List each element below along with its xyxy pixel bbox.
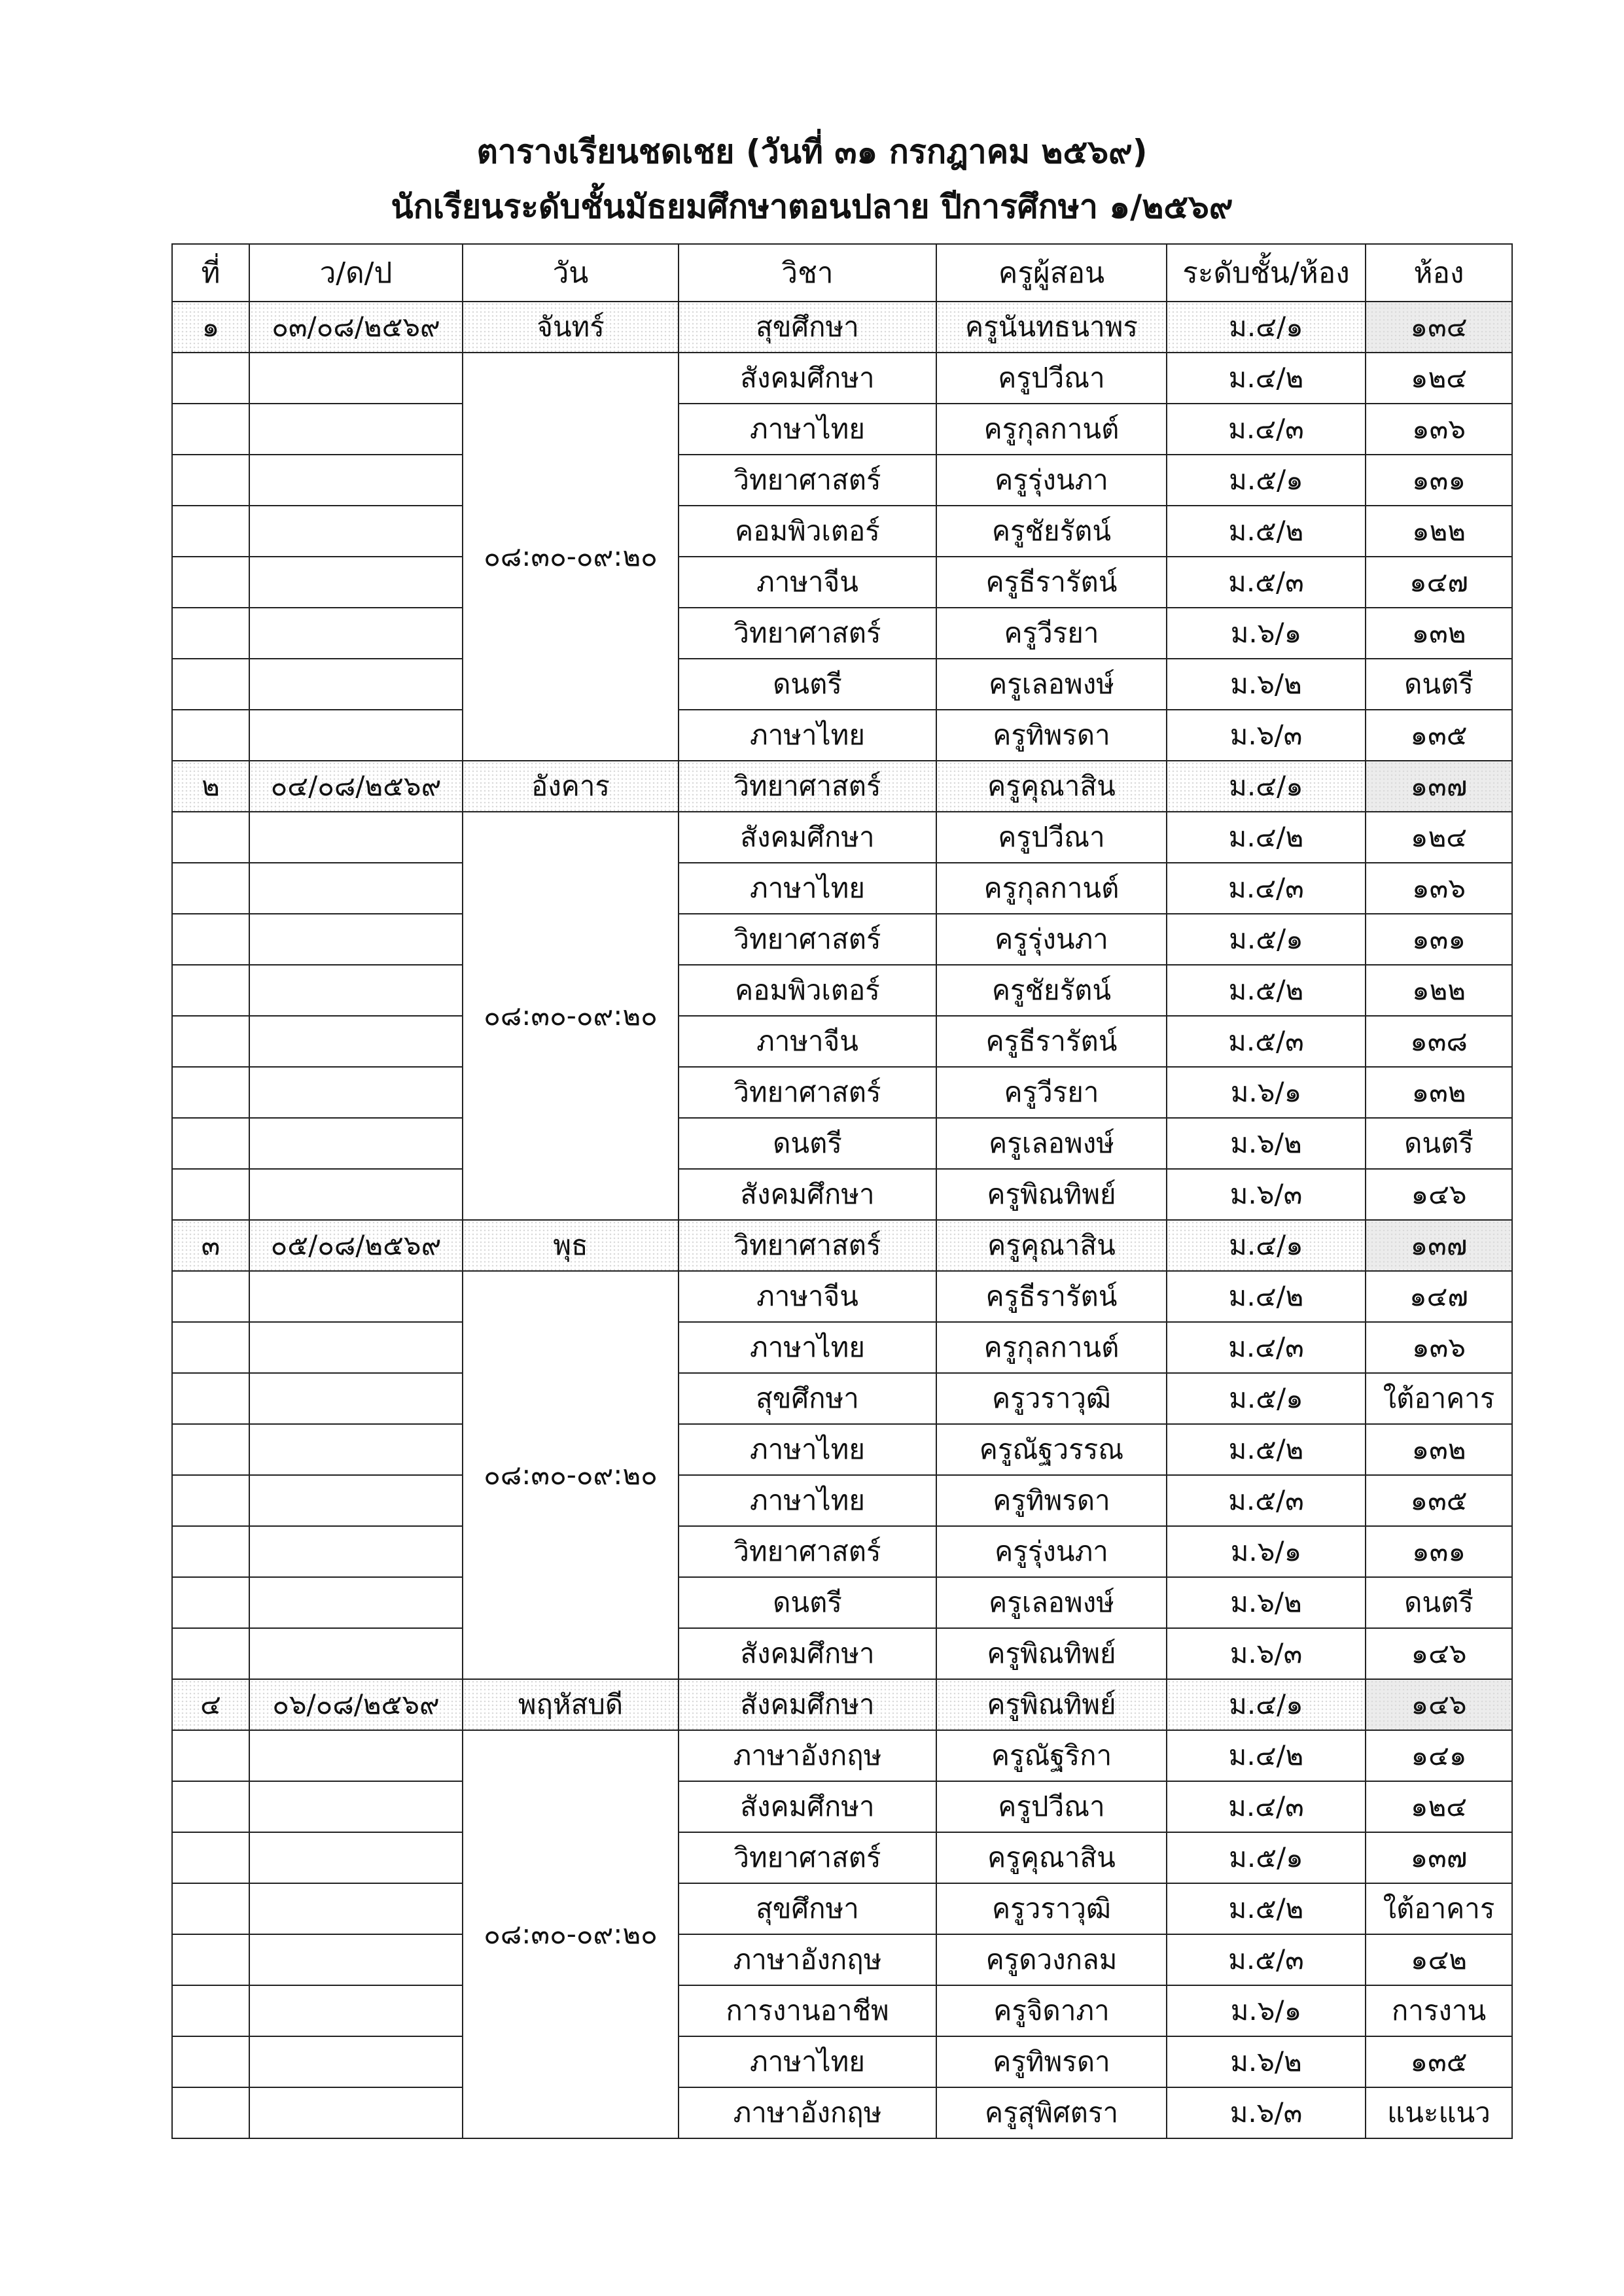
cell-no: [172, 2087, 249, 2138]
cell-teacher: ครูคุณาสิน: [936, 1220, 1167, 1271]
cell-date: [249, 1730, 463, 1781]
cell-subject: ภาษาไทย: [679, 2036, 936, 2087]
cell-level: ม.๖/๒: [1167, 2036, 1366, 2087]
table-row: [172, 1985, 1512, 2036]
cell-level: ม.๕/๓: [1167, 1016, 1366, 1067]
cell-level: ม.๖/๒: [1167, 659, 1366, 710]
cell-no: [172, 710, 249, 761]
cell-level: ม.๖/๒: [1167, 1118, 1366, 1169]
table-row: [172, 761, 1512, 812]
cell-subject: ภาษาจีน: [679, 557, 936, 608]
table-row: [172, 1424, 1512, 1475]
cell-no: [172, 404, 249, 455]
cell-time: ๐๘:๓๐-๐๙:๒๐: [463, 1271, 679, 1679]
cell-level: ม.๔/๒: [1167, 1271, 1366, 1322]
cell-date: [249, 1271, 463, 1322]
cell-teacher: ครูเลอพงษ์: [936, 659, 1167, 710]
cell-no: [172, 1832, 249, 1883]
cell-no: [172, 1883, 249, 1934]
cell-room: ๑๔๖: [1366, 1628, 1512, 1679]
cell-level: ม.๕/๓: [1167, 1475, 1366, 1526]
table-row: [172, 1220, 1512, 1271]
cell-teacher: ครูธีรารัตน์: [936, 1016, 1167, 1067]
cell-teacher: ครูพิณทิพย์: [936, 1169, 1167, 1220]
cell-teacher: ครูคุณาสิน: [936, 1832, 1167, 1883]
cell-level: ม.๕/๑: [1167, 1832, 1366, 1883]
cell-teacher: ครูเลอพงษ์: [936, 1577, 1167, 1628]
cell-teacher: ครูพิณทิพย์: [936, 1679, 1167, 1730]
cell-subject: วิทยาศาสตร์: [679, 1526, 936, 1577]
cell-no: [172, 1067, 249, 1118]
cell-date: [249, 1628, 463, 1679]
cell-level: ม.๔/๓: [1167, 1322, 1366, 1373]
cell-room: ๑๓๖: [1366, 1322, 1512, 1373]
cell-teacher: ครูปวีณา: [936, 1781, 1167, 1832]
col-header-date: ว/ด/ป: [249, 244, 463, 302]
cell-no: [172, 1526, 249, 1577]
cell-date: [249, 1424, 463, 1475]
cell-room: ๑๒๒: [1366, 506, 1512, 557]
cell-subject: ภาษาอังกฤษ: [679, 1730, 936, 1781]
cell-no: [172, 608, 249, 659]
cell-no: [172, 557, 249, 608]
cell-no: ๒: [172, 761, 249, 812]
cell-subject: ภาษาไทย: [679, 710, 936, 761]
cell-teacher: ครูทิพรดา: [936, 2036, 1167, 2087]
cell-subject: ภาษาจีน: [679, 1016, 936, 1067]
cell-room: ดนตรี: [1366, 1118, 1512, 1169]
cell-level: ม.๖/๑: [1167, 608, 1366, 659]
cell-date: [249, 914, 463, 965]
cell-no: [172, 2036, 249, 2087]
cell-teacher: ครูสุพิศตรา: [936, 2087, 1167, 2138]
cell-level: ม.๖/๑: [1167, 1985, 1366, 2036]
cell-no: [172, 1475, 249, 1526]
table-row: [172, 2036, 1512, 2087]
cell-no: [172, 1322, 249, 1373]
table-row: [172, 1577, 1512, 1628]
cell-teacher: ครูณัฐวรรณ: [936, 1424, 1167, 1475]
cell-date: [249, 1526, 463, 1577]
cell-no: [172, 965, 249, 1016]
cell-room: ดนตรี: [1366, 659, 1512, 710]
col-header-no: ที่: [172, 244, 249, 302]
cell-day: พุธ: [463, 1220, 679, 1271]
cell-subject: วิทยาศาสตร์: [679, 455, 936, 506]
cell-room: ๑๓๔: [1366, 302, 1512, 353]
cell-teacher: ครูคุณาสิน: [936, 761, 1167, 812]
cell-teacher: ครูวีรยา: [936, 608, 1167, 659]
cell-no: [172, 1271, 249, 1322]
col-header-subject: วิชา: [679, 244, 936, 302]
table-row: [172, 1475, 1512, 1526]
cell-room: ๑๒๒: [1366, 965, 1512, 1016]
cell-level: ม.๔/๑: [1167, 1220, 1366, 1271]
cell-date: [249, 1577, 463, 1628]
cell-subject: วิทยาศาสตร์: [679, 1832, 936, 1883]
cell-subject: สุขศึกษา: [679, 1373, 936, 1424]
cell-teacher: ครูทิพรดา: [936, 710, 1167, 761]
cell-subject: สุขศึกษา: [679, 1883, 936, 1934]
cell-room: ๑๓๕: [1366, 710, 1512, 761]
cell-level: ม.๔/๒: [1167, 1730, 1366, 1781]
cell-date: [249, 1883, 463, 1934]
cell-subject: สังคมศึกษา: [679, 1781, 936, 1832]
table-row: [172, 1322, 1512, 1373]
cell-date: [249, 1832, 463, 1883]
cell-teacher: ครูรุ่งนภา: [936, 914, 1167, 965]
cell-subject: ดนตรี: [679, 659, 936, 710]
cell-date: [249, 2036, 463, 2087]
cell-subject: ภาษาอังกฤษ: [679, 1934, 936, 1985]
table-row: [172, 812, 1512, 863]
cell-date: ๐๕/๐๘/๒๕๖๙: [249, 1220, 463, 1271]
cell-no: [172, 506, 249, 557]
cell-level: ม.๔/๓: [1167, 863, 1366, 914]
cell-room: ๑๔๒: [1366, 1934, 1512, 1985]
cell-teacher: ครูกุลกานต์: [936, 1322, 1167, 1373]
cell-date: [249, 1169, 463, 1220]
cell-subject: สุขศึกษา: [679, 302, 936, 353]
cell-date: ๐๓/๐๘/๒๕๖๙: [249, 302, 463, 353]
cell-room: ๑๓๗: [1366, 761, 1512, 812]
cell-no: [172, 353, 249, 404]
cell-room: ๑๓๑: [1366, 455, 1512, 506]
cell-level: ม.๖/๑: [1167, 1526, 1366, 1577]
table-row: [172, 1628, 1512, 1679]
cell-subject: ภาษาอังกฤษ: [679, 2087, 936, 2138]
cell-date: [249, 1016, 463, 1067]
cell-subject: ภาษาไทย: [679, 404, 936, 455]
cell-date: ๐๔/๐๘/๒๕๖๙: [249, 761, 463, 812]
cell-room: ๑๓๗: [1366, 1832, 1512, 1883]
cell-date: [249, 863, 463, 914]
cell-room: ๑๓๖: [1366, 404, 1512, 455]
cell-subject: ภาษาไทย: [679, 863, 936, 914]
table-header: [172, 244, 1512, 302]
cell-room: ๑๓๑: [1366, 1526, 1512, 1577]
cell-subject: การงานอาชีพ: [679, 1985, 936, 2036]
cell-subject: สังคมศึกษา: [679, 1628, 936, 1679]
cell-teacher: ครูณัฐริกา: [936, 1730, 1167, 1781]
cell-time: ๐๘:๓๐-๐๙:๒๐: [463, 812, 679, 1220]
cell-no: [172, 1628, 249, 1679]
table-row: [172, 659, 1512, 710]
cell-room: ๑๓๘: [1366, 1016, 1512, 1067]
table-row: [172, 1883, 1512, 1934]
cell-room: ๑๔๑: [1366, 1730, 1512, 1781]
cell-level: ม.๖/๓: [1167, 1628, 1366, 1679]
cell-teacher: ครูชัยรัตน์: [936, 506, 1167, 557]
cell-subject: ดนตรี: [679, 1118, 936, 1169]
cell-date: [249, 506, 463, 557]
cell-subject: ภาษาไทย: [679, 1424, 936, 1475]
table-body: [172, 302, 1512, 2138]
cell-room: ๑๓๗: [1366, 1220, 1512, 1271]
table-row: [172, 1373, 1512, 1424]
cell-teacher: ครูจิดาภา: [936, 1985, 1167, 2036]
cell-teacher: ครูรุ่งนภา: [936, 455, 1167, 506]
cell-no: [172, 812, 249, 863]
table-row: [172, 557, 1512, 608]
cell-level: ม.๕/๑: [1167, 455, 1366, 506]
table-row: [172, 608, 1512, 659]
cell-day: อังคาร: [463, 761, 679, 812]
header-row: [172, 244, 1512, 302]
cell-no: [172, 1169, 249, 1220]
table-row: [172, 1679, 1512, 1730]
cell-room: ๑๒๔: [1366, 1781, 1512, 1832]
cell-date: [249, 1985, 463, 2036]
cell-time: ๐๘:๓๐-๐๙:๒๐: [463, 353, 679, 761]
cell-day: พฤหัสบดี: [463, 1679, 679, 1730]
cell-level: ม.๕/๒: [1167, 965, 1366, 1016]
table-row: [172, 1118, 1512, 1169]
cell-room: ๑๔๖: [1366, 1169, 1512, 1220]
page-title: ตารางเรียนชดเชย (วันที่ ๓๑ กรกฎาคม ๒๕๖๙): [476, 133, 1148, 171]
cell-date: [249, 965, 463, 1016]
col-header-level: ระดับชั้น/ห้อง: [1167, 244, 1366, 302]
cell-no: [172, 1016, 249, 1067]
cell-room: ๑๓๕: [1366, 2036, 1512, 2087]
cell-room: ๑๔๗: [1366, 1271, 1512, 1322]
cell-level: ม.๔/๑: [1167, 302, 1366, 353]
table-row: [172, 1016, 1512, 1067]
cell-no: [172, 863, 249, 914]
cell-teacher: ครูธีรารัตน์: [936, 1271, 1167, 1322]
cell-date: [249, 455, 463, 506]
cell-subject: ภาษาไทย: [679, 1322, 936, 1373]
cell-no: [172, 1424, 249, 1475]
cell-no: ๑: [172, 302, 249, 353]
cell-subject: คอมพิวเตอร์: [679, 965, 936, 1016]
table-row: [172, 404, 1512, 455]
page-subtitle: นักเรียนระดับชั้นมัธยมศึกษาตอนปลาย ปีการศึกษา ๑/๒๕๖๙: [391, 188, 1233, 226]
cell-level: ม.๔/๑: [1167, 1679, 1366, 1730]
cell-teacher: ครูชัยรัตน์: [936, 965, 1167, 1016]
cell-no: [172, 1118, 249, 1169]
cell-level: ม.๖/๓: [1167, 2087, 1366, 2138]
cell-room: ๑๓๒: [1366, 1067, 1512, 1118]
cell-date: [249, 353, 463, 404]
cell-no: [172, 455, 249, 506]
cell-no: [172, 1730, 249, 1781]
cell-date: [249, 1475, 463, 1526]
cell-no: [172, 659, 249, 710]
cell-teacher: ครูวีรยา: [936, 1067, 1167, 1118]
table-row: [172, 353, 1512, 404]
cell-day: จันทร์: [463, 302, 679, 353]
cell-room: ๑๔๗: [1366, 557, 1512, 608]
table-row: [172, 302, 1512, 353]
cell-date: [249, 1781, 463, 1832]
cell-teacher: ครูดวงกลม: [936, 1934, 1167, 1985]
cell-date: [249, 404, 463, 455]
cell-room: ใต้อาคาร: [1366, 1883, 1512, 1934]
cell-time: ๐๘:๓๐-๐๙:๒๐: [463, 1730, 679, 2138]
cell-subject: วิทยาศาสตร์: [679, 1067, 936, 1118]
cell-subject: คอมพิวเตอร์: [679, 506, 936, 557]
cell-date: [249, 608, 463, 659]
cell-subject: ดนตรี: [679, 1577, 936, 1628]
cell-level: ม.๔/๓: [1167, 404, 1366, 455]
schedule-table: [171, 243, 1513, 2139]
cell-level: ม.๕/๑: [1167, 1373, 1366, 1424]
table-row: [172, 863, 1512, 914]
cell-date: ๐๖/๐๘/๒๕๖๙: [249, 1679, 463, 1730]
cell-subject: ภาษาจีน: [679, 1271, 936, 1322]
table-row: [172, 1169, 1512, 1220]
table-row: [172, 1832, 1512, 1883]
cell-teacher: ครูวราวุฒิ: [936, 1883, 1167, 1934]
table-row: [172, 1781, 1512, 1832]
cell-level: ม.๔/๒: [1167, 812, 1366, 863]
cell-level: ม.๕/๒: [1167, 1883, 1366, 1934]
cell-room: ๑๓๒: [1366, 1424, 1512, 1475]
table-row: [172, 506, 1512, 557]
cell-no: [172, 1577, 249, 1628]
cell-level: ม.๔/๑: [1167, 761, 1366, 812]
table-row: [172, 914, 1512, 965]
cell-level: ม.๖/๓: [1167, 710, 1366, 761]
cell-teacher: ครูปวีณา: [936, 353, 1167, 404]
cell-no: ๔: [172, 1679, 249, 1730]
table-row: [172, 965, 1512, 1016]
cell-teacher: ครูวราวุฒิ: [936, 1373, 1167, 1424]
cell-subject: วิทยาศาสตร์: [679, 608, 936, 659]
cell-teacher: ครูทิพรดา: [936, 1475, 1167, 1526]
cell-room: ๑๓๕: [1366, 1475, 1512, 1526]
cell-room: ใต้อาคาร: [1366, 1373, 1512, 1424]
cell-date: [249, 1322, 463, 1373]
cell-teacher: ครูธีรารัตน์: [936, 557, 1167, 608]
col-header-day: วัน: [463, 244, 679, 302]
cell-level: ม.๕/๑: [1167, 914, 1366, 965]
table-row: [172, 1526, 1512, 1577]
cell-room: ๑๔๖: [1366, 1679, 1512, 1730]
cell-date: [249, 1067, 463, 1118]
cell-room: การงาน: [1366, 1985, 1512, 2036]
cell-subject: วิทยาศาสตร์: [679, 1220, 936, 1271]
cell-no: [172, 1985, 249, 2036]
cell-level: ม.๕/๒: [1167, 506, 1366, 557]
cell-date: [249, 1934, 463, 1985]
cell-date: [249, 2087, 463, 2138]
cell-room: ๑๓๒: [1366, 608, 1512, 659]
cell-no: [172, 1934, 249, 1985]
cell-no: ๓: [172, 1220, 249, 1271]
cell-date: [249, 1118, 463, 1169]
cell-date: [249, 710, 463, 761]
cell-teacher: ครูปวีณา: [936, 812, 1167, 863]
table-row: [172, 1067, 1512, 1118]
cell-room: ๑๒๔: [1366, 812, 1512, 863]
cell-room: ๑๓๑: [1366, 914, 1512, 965]
table-row: [172, 1271, 1512, 1322]
table-row: [172, 710, 1512, 761]
cell-level: ม.๖/๑: [1167, 1067, 1366, 1118]
cell-level: ม.๕/๓: [1167, 557, 1366, 608]
cell-level: ม.๔/๒: [1167, 353, 1366, 404]
cell-room: ดนตรี: [1366, 1577, 1512, 1628]
cell-date: [249, 659, 463, 710]
table-row: [172, 455, 1512, 506]
cell-level: ม.๔/๓: [1167, 1781, 1366, 1832]
cell-teacher: ครูเลอพงษ์: [936, 1118, 1167, 1169]
cell-subject: วิทยาศาสตร์: [679, 761, 936, 812]
cell-teacher: ครูนันทธนาพร: [936, 302, 1167, 353]
table-row: [172, 1730, 1512, 1781]
cell-room: ๑๒๔: [1366, 353, 1512, 404]
cell-date: [249, 557, 463, 608]
table-row: [172, 2087, 1512, 2138]
cell-no: [172, 1781, 249, 1832]
cell-level: ม.๖/๒: [1167, 1577, 1366, 1628]
cell-teacher: ครูกุลกานต์: [936, 863, 1167, 914]
cell-date: [249, 1373, 463, 1424]
cell-room: ๑๓๖: [1366, 863, 1512, 914]
cell-no: [172, 914, 249, 965]
cell-teacher: ครูรุ่งนภา: [936, 1526, 1167, 1577]
cell-level: ม.๕/๒: [1167, 1424, 1366, 1475]
cell-subject: สังคมศึกษา: [679, 1679, 936, 1730]
cell-subject: ภาษาไทย: [679, 1475, 936, 1526]
cell-teacher: ครูพิณทิพย์: [936, 1628, 1167, 1679]
cell-level: ม.๕/๓: [1167, 1934, 1366, 1985]
cell-no: [172, 1373, 249, 1424]
col-header-room: ห้อง: [1366, 244, 1512, 302]
cell-date: [249, 812, 463, 863]
cell-room: แนะแนว: [1366, 2087, 1512, 2138]
cell-level: ม.๖/๓: [1167, 1169, 1366, 1220]
cell-subject: สังคมศึกษา: [679, 812, 936, 863]
cell-subject: วิทยาศาสตร์: [679, 914, 936, 965]
cell-subject: สังคมศึกษา: [679, 353, 936, 404]
cell-teacher: ครูกุลกานต์: [936, 404, 1167, 455]
table-row: [172, 1934, 1512, 1985]
cell-subject: สังคมศึกษา: [679, 1169, 936, 1220]
col-header-teacher: ครูผู้สอน: [936, 244, 1167, 302]
